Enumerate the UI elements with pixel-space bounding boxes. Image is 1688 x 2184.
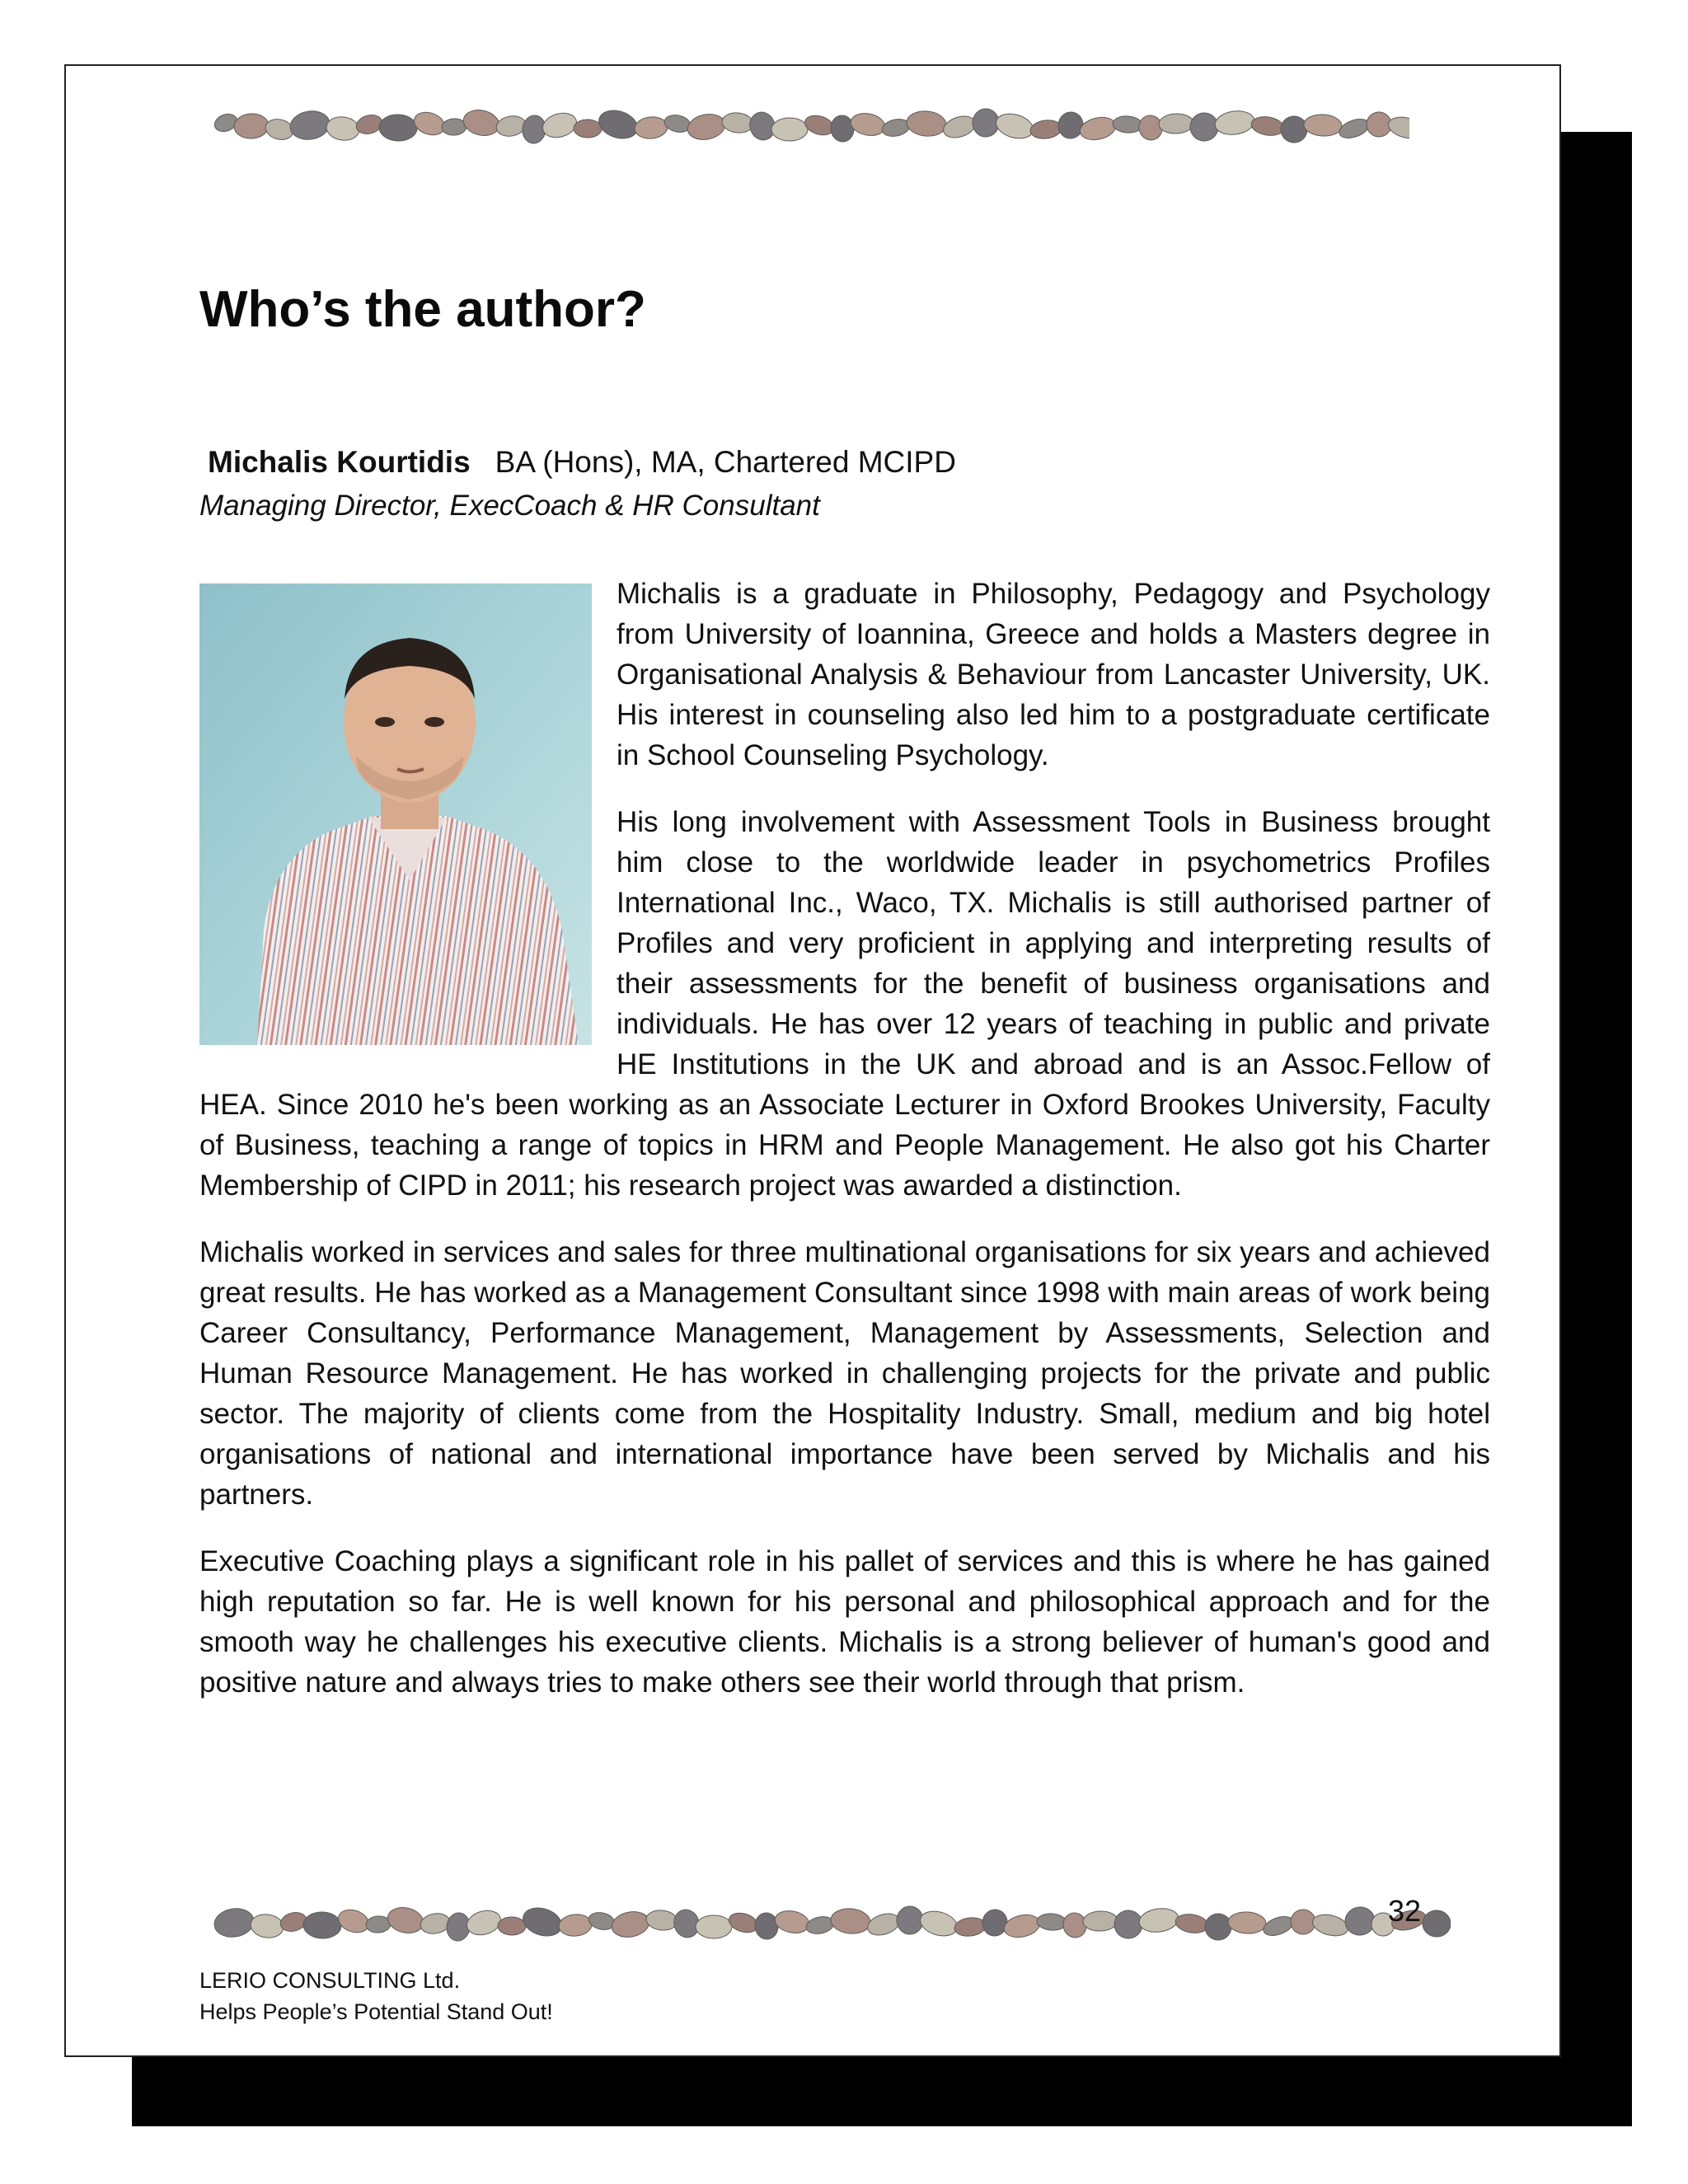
pebble-shape [335, 1906, 372, 1937]
pebble-shape [1261, 1913, 1296, 1939]
pebble-shape [897, 1906, 924, 1935]
pebble-shape [302, 1911, 341, 1939]
pebble-shape [940, 112, 978, 141]
pebble-shape [1078, 114, 1118, 143]
pebble-shape [385, 1904, 426, 1936]
pebble-shape [753, 1912, 779, 1941]
pebble-shape [419, 1911, 452, 1936]
pebble-shape [917, 1907, 960, 1940]
pebble-shape [574, 120, 602, 138]
pebble-shape [771, 118, 808, 141]
pebble-shape [325, 115, 361, 142]
stone-border-bottom-decoration [206, 1898, 1451, 1949]
page-title: Who’s the author? [199, 281, 646, 338]
pebble-shape [773, 1908, 811, 1936]
author-qualifications: BA (Hons), MA, Chartered MCIPD [495, 445, 956, 479]
pebble-shape [1278, 114, 1311, 146]
pebble-shape [645, 1909, 678, 1932]
pebble-shape [1112, 115, 1142, 134]
pebble-shape [595, 105, 641, 143]
pebble-row-icon [206, 1898, 1451, 1949]
pebble-shape [498, 1917, 526, 1936]
pebble-shape [461, 106, 502, 138]
pebble-shape [558, 1913, 593, 1937]
bio-paragraph-3: Michalis worked in services and sales for three multinational organisations for six years and achieved great results. He has worked as a Management Consultant since 1998 with main areas of work being Career Consultancy, Performance Management, Management by Assessments, Selection and Human Resource Management. He has worked in challenging projects for the private and public sector. The majority of clients come from the Hospitality Industry. Small, medium and big hotel organisations of national and international importance have been served by Michalis and his partners. [199, 1236, 1490, 1511]
pebble-shape [1213, 109, 1255, 137]
stone-border-top-decoration [206, 101, 1409, 152]
pebble-shape [1422, 1910, 1451, 1937]
pebble-shape [378, 114, 417, 142]
footer [199, 1965, 553, 2027]
pebble-shape [906, 110, 947, 138]
pebble-shape [954, 1916, 987, 1938]
pebble-shape [865, 1910, 902, 1938]
pebble-shape [495, 114, 528, 138]
bio-paragraph-1: Michalis is a graduate in Philosophy, Pedagogy and Psychology from University of Ioannina, Greece and holds a Masters degree in Organisational Analysis & Behaviour from Lancaster University, UK. His interest in counseling also led him to a postgraduate certificate in School Counseling Psychology. [617, 578, 1490, 771]
pebble-shape [1056, 110, 1085, 141]
pebble-shape [1137, 1906, 1179, 1934]
author-photo [199, 583, 592, 1045]
document-page [64, 64, 1561, 2057]
page-number: 32 [1388, 1894, 1422, 1928]
pebble-shape [1036, 1913, 1067, 1931]
pebble-shape [610, 1909, 652, 1940]
pebble-shape [1029, 119, 1062, 140]
bio-paragraph-4: Executive Coaching plays a significant role in his pallet of services and this is where he has gained high reputation so far. He is well known for his personal and philosophical approach and for the smooth way he challenges his executive clients. Michalis is a strong believer of human's good and positive nature and always tries to make others see their world through that prism. [199, 1545, 1490, 1699]
author-name-line [208, 445, 956, 480]
pebble-shape [1159, 113, 1194, 134]
pebble-shape [993, 110, 1036, 143]
pebble-shape [696, 1915, 732, 1938]
author-role: Managing Director, ExecCoach & HR Consultant [199, 490, 820, 522]
pebble-shape [830, 1907, 871, 1935]
pebble-shape [1250, 115, 1286, 138]
author-portrait-image [199, 583, 592, 1045]
pebble-shape [411, 109, 448, 139]
bio-paragraph-2: His long involvement with Assessment Tools in Business brought him close to the worldwide leader in psychometrics Profiles International Inc., Waco, TX. Michalis is still authorised partner of Profiles and very proficient in applying and interpreting results of their assessments for the benefit of business organisations and individuals. He has over 12 years of teaching in public and private HE Institutions in the UK and abroad and is an Assoc.Fellow of HEA. Since 2010 he's been working as an Associate Lecturer in Oxford Brookes University, Faculty of Business, teaching a range of topics in HRM and People Management. He also got his Charter Membership of CIPD in 2011; his research project was awarded a distinction. [199, 806, 1490, 1202]
pebble-shape [249, 1912, 285, 1939]
footer-company: LERIO CONSULTING Ltd. [199, 1968, 461, 1993]
pebble-row-icon [206, 101, 1409, 152]
pebble-shape [686, 111, 728, 143]
pebble-shape [1175, 1912, 1210, 1935]
pebble-shape [1203, 1911, 1235, 1943]
pebble-shape [829, 115, 855, 143]
pebble-shape [1227, 1911, 1266, 1934]
pebble-shape [721, 111, 754, 134]
pebble-shape [849, 110, 887, 138]
bio-content [199, 574, 1490, 1729]
pebble-shape [1303, 114, 1342, 137]
pebble-shape [1311, 1911, 1350, 1939]
author-name: Michalis Kourtidis [208, 445, 471, 479]
pebble-shape [540, 110, 579, 141]
pebble-shape [519, 1903, 565, 1940]
pebble-shape [634, 115, 668, 139]
pebble-shape [1002, 1911, 1043, 1940]
pebble-shape [1337, 115, 1372, 142]
pebble-shape [288, 108, 332, 142]
pebble-shape [973, 109, 1000, 138]
pebble-shape [233, 113, 270, 139]
footer-tagline: Helps People’s Potential Stand Out! [199, 1999, 553, 2024]
pebble-shape [464, 1907, 504, 1938]
pebble-shape [980, 1908, 1009, 1938]
pebble-shape [1083, 1910, 1118, 1931]
pebble-shape [213, 1905, 256, 1939]
